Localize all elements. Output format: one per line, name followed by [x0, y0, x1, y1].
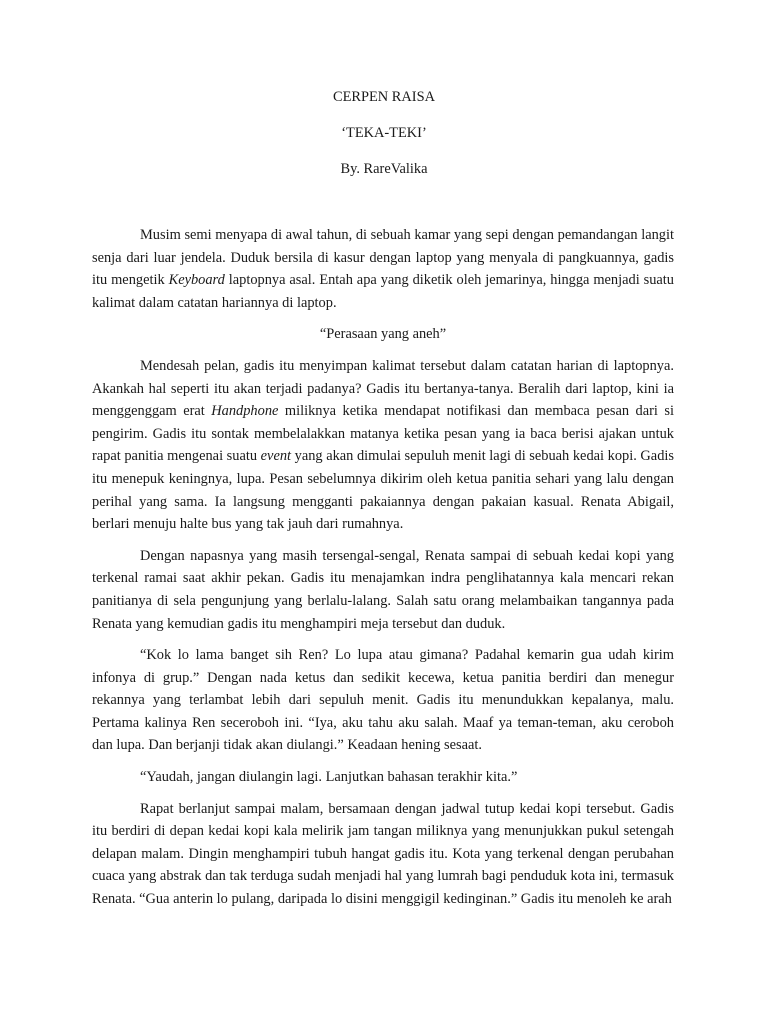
quote-line: “Perasaan yang aneh” — [319, 326, 447, 343]
paragraph-2-text-a: Mendesah pelan, gadis itu menyimpan kalimat tersebut dalam catatan harian di laptopnya. Akankah hal seperti itu akan terjadi padanya? Gadis itu bertanya-tanya. Beralih dari laptop, kini ia menggenggam erat — [92, 357, 674, 420]
story-subtitle: ‘TEKA-TEKI’ — [341, 125, 427, 141]
paragraph-2-text-c: yang akan dimulai sepuluh menit lagi di sebuah kedai kopi. Gadis itu menepuk keningnya, lupa. Pesan sebelumnya dikirim oleh ketua panitia sehari yang lalu dengan perihal yang sama. Ia langsung mengganti pakaiannya dengan pakaian kasual. Renata Abigail, berlari menuju halte bus yang tak jauh dari rumahnya. — [92, 448, 674, 533]
paragraph-2 — [92, 355, 674, 536]
document-header — [0, 88, 768, 178]
paragraph-2-emphasis-2: event — [260, 448, 292, 465]
paragraph-1 — [92, 224, 674, 314]
paragraph-4: “Kok lo lama banget sih Ren? Lo lupa atau gimana? Padahal kemarin gua udah kirim infonya di grup.” Dengan nada ketus dan sedikit kecewa, ketua panitia berdiri dan menegur rekannya yang terlambat lebih dari sepuluh menit. Gadis itu menundukkan kepalanya, malu. Pertama kalinya Ren seceroboh ini. “Iya, aku tahu aku salah. Maaf ya teman-teman, aku ceroboh dan lupa. Dan berjanji tidak akan diulangi.” Keadaan hening sesaat. — [92, 647, 674, 754]
paragraph-1-text-b: laptopnya asal. Entah apa yang diketik oleh jemarinya, hingga menjadi suatu kalimat dalam catatan hariannya di laptop. — [92, 272, 674, 311]
paragraph-2-emphasis-1: Handphone — [211, 403, 279, 420]
story-author: By. RareValika — [340, 161, 428, 177]
story-title: CERPEN RAISA — [333, 89, 435, 105]
paragraph-3: Dengan napasnya yang masih tersengal-sengal, Renata sampai di sebuah kedai kopi yang terkenal ramai saat akhir pekan. Gadis itu menajamkan indra penglihatannya kala mencari rekan panitianya di sela pengunjung yang berlalu-lalang. Salah satu orang melambaikan tangannya pada Renata yang kemudian gadis itu menghampiri meja tersebut dan duduk. — [92, 547, 674, 632]
paragraph-1-text-a: Musim semi menyapa di awal tahun, di sebuah kamar yang sepi dengan pemandangan langit senja dari luar jendela. Duduk bersila di kasur dengan laptop yang menyala di pangkuannya, gadis itu mengetik — [92, 227, 674, 289]
paragraph-1-emphasis: Keyboard — [168, 272, 225, 289]
story-body — [92, 224, 674, 920]
paragraph-5: “Yaudah, jangan diulangin lagi. Lanjutkan bahasan terakhir kita.” — [140, 769, 518, 786]
paragraph-2-text-b: miliknya ketika mendapat notifikasi dan membaca pesan dari si pengirim. Gadis itu sontak membelalakkan matanya ketika pesan yang ia baca berisi ajakan untuk rapat panitia mengenai suatu — [92, 403, 674, 465]
paragraph-6: Rapat berlanjut sampai malam, bersamaan dengan jadwal tutup kedai kopi tersebut. Gadis itu berdiri di depan kedai kopi kala melirik jam tangan miliknya yang menunjukkan pukul setengah delapan malam. Dingin menghampiri tubuh hangat gadis itu. Kota yang terkenal dengan perubahan cuaca yang abstrak dan tak terduga sudah menjadi hal yang lumrah bagi penduduk kota ini, termasuk Renata. “Gua anterin lo pulang, daripada lo disini menggigil kedinginan.” Gadis itu menoleh ke arah — [92, 800, 674, 908]
